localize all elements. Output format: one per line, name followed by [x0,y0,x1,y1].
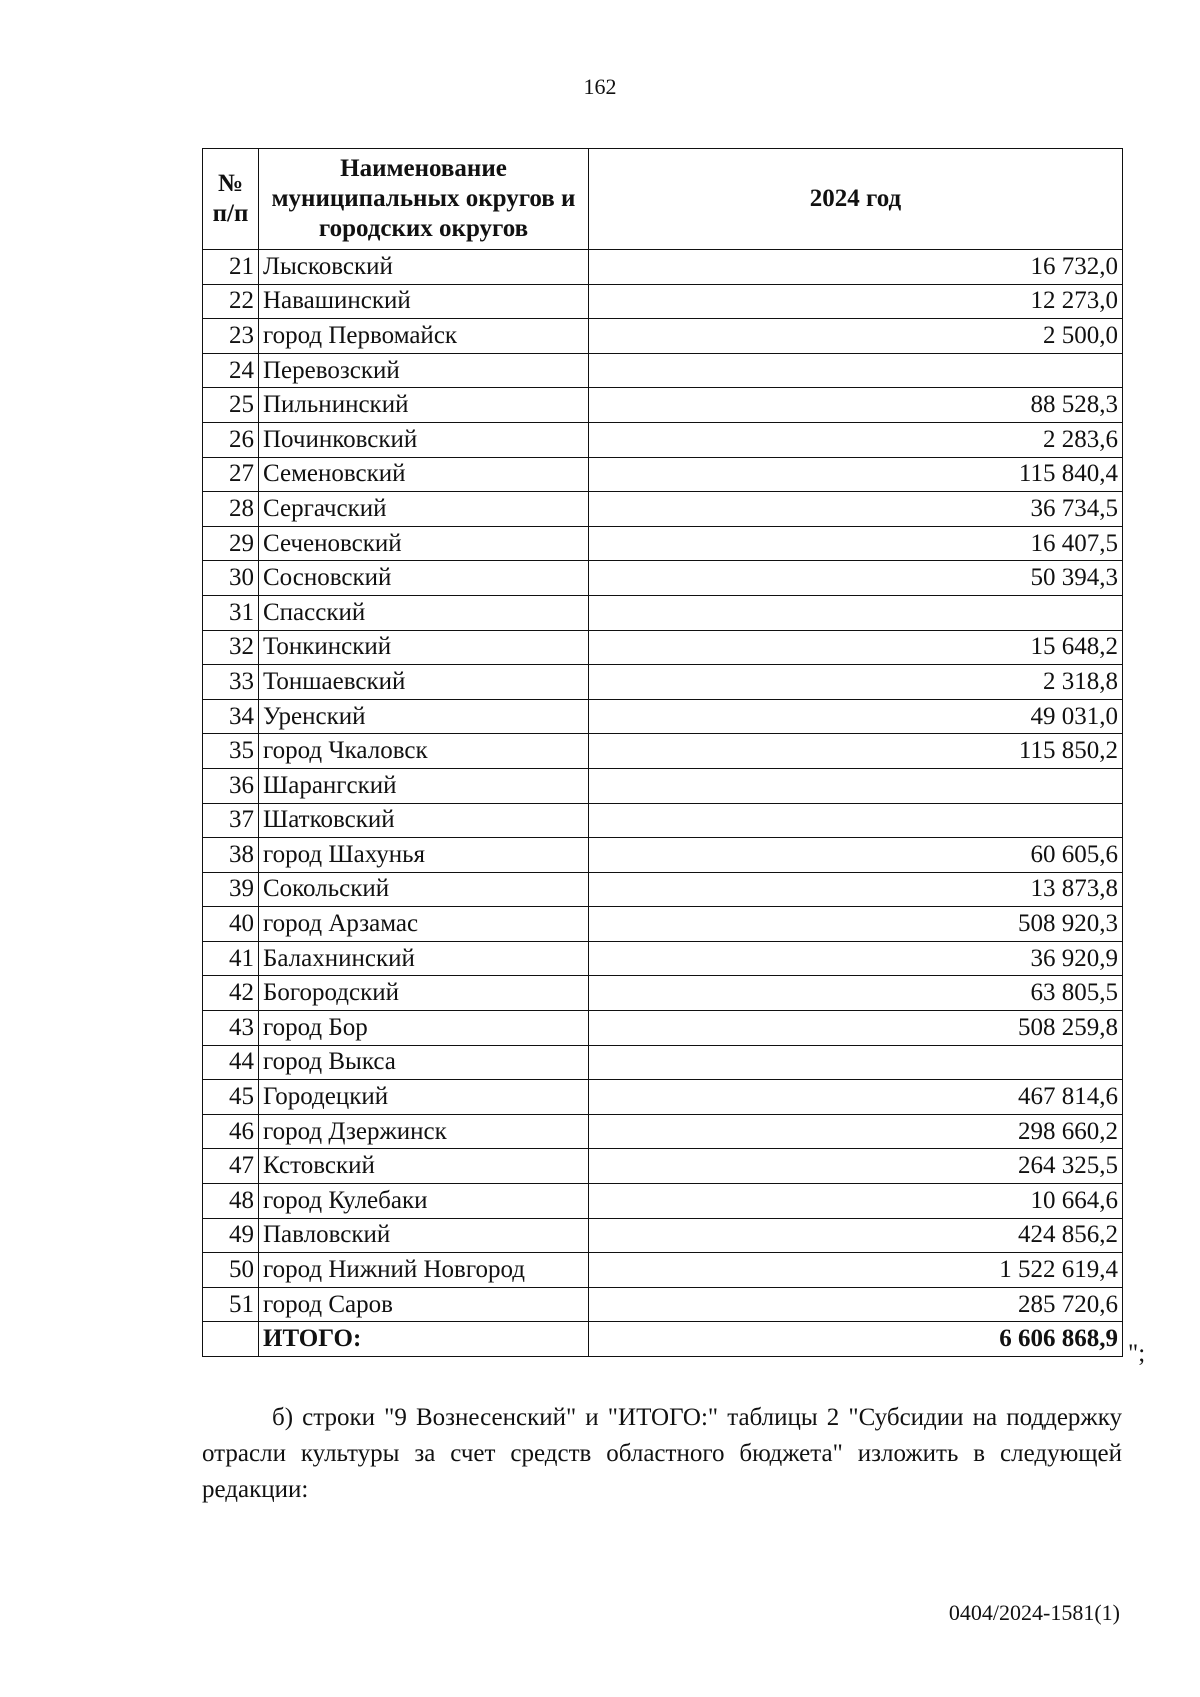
row-name: Сеченовский [259,526,589,561]
table-row [203,803,1123,838]
row-name: Пильнинский [259,388,589,423]
row-value: 508 920,3 [589,907,1123,942]
row-number: 41 [203,941,259,976]
row-value: 1 522 619,4 [589,1253,1123,1288]
row-name: Тоншаевский [259,665,589,700]
row-value: 49 031,0 [589,699,1123,734]
table-row [203,561,1123,596]
row-name: Починковский [259,422,589,457]
amendment-text: б) строки "9 Вознесенский" и "ИТОГО:" таблицы 2 "Субсидии на поддержку отрасли культуры за счет средств областного бюджета" изложить в следующей редакции: [202,1404,1122,1503]
row-value: 16 732,0 [589,250,1123,285]
row-value: 88 528,3 [589,388,1123,423]
row-value: 115 840,4 [589,457,1123,492]
document-id: 0404/2024-1581(1) [948,1600,1120,1625]
row-number: 23 [203,319,259,354]
row-name: город Нижний Новгород [259,1253,589,1288]
row-number: 38 [203,838,259,873]
row-value: 13 873,8 [589,872,1123,907]
table-row [203,422,1123,457]
header-name: Наименование муниципальных округов и городских округов [259,149,589,250]
table-row [203,630,1123,665]
row-name: город Шахунья [259,838,589,873]
row-value [589,1045,1123,1080]
table-row [203,1011,1123,1046]
row-number: 42 [203,976,259,1011]
row-number: 37 [203,803,259,838]
table-row [203,457,1123,492]
total-row [203,1322,1123,1357]
table-row [203,1080,1123,1115]
row-number: 31 [203,595,259,630]
row-name: город Саров [259,1287,589,1322]
row-number: 48 [203,1184,259,1219]
table-row [203,768,1123,803]
row-name: Городецкий [259,1080,589,1115]
row-number: 33 [203,665,259,700]
table-row [203,872,1123,907]
row-value: 2 318,8 [589,665,1123,700]
table-row [203,388,1123,423]
row-number: 21 [203,250,259,285]
table-row [203,284,1123,319]
row-number: 49 [203,1218,259,1253]
row-value: 508 259,8 [589,1011,1123,1046]
row-name: Навашинский [259,284,589,319]
table-row [203,492,1123,527]
table-row [203,353,1123,388]
row-name: Сокольский [259,872,589,907]
row-number: 51 [203,1287,259,1322]
table-row [203,319,1123,354]
row-name: Сергачский [259,492,589,527]
row-value: 424 856,2 [589,1218,1123,1253]
row-number: 34 [203,699,259,734]
table-row [203,699,1123,734]
row-value: 36 734,5 [589,492,1123,527]
row-number: 27 [203,457,259,492]
row-name: Богородский [259,976,589,1011]
row-name: Семеновский [259,457,589,492]
row-number: 30 [203,561,259,596]
row-name: Уренский [259,699,589,734]
row-number: 26 [203,422,259,457]
table-row [203,1287,1123,1322]
row-value: 298 660,2 [589,1114,1123,1149]
table-row [203,1045,1123,1080]
row-value: 115 850,2 [589,734,1123,769]
row-name: город Кулебаки [259,1184,589,1219]
row-number: 29 [203,526,259,561]
row-number: 32 [203,630,259,665]
row-value: 15 648,2 [589,630,1123,665]
table-row [203,1218,1123,1253]
row-number: 46 [203,1114,259,1149]
row-value [589,803,1123,838]
row-number: 24 [203,353,259,388]
row-name: Тонкинский [259,630,589,665]
header-year: 2024 год [589,149,1123,250]
row-number: 43 [203,1011,259,1046]
row-name: город Первомайск [259,319,589,354]
row-number: 45 [203,1080,259,1115]
row-value: 50 394,3 [589,561,1123,596]
row-value: 285 720,6 [589,1287,1123,1322]
row-number: 44 [203,1045,259,1080]
total-number-cell [203,1322,259,1357]
table-row [203,595,1123,630]
row-name: Сосновский [259,561,589,596]
row-name: город Чкаловск [259,734,589,769]
table-row [203,1114,1123,1149]
row-name: город Выкса [259,1045,589,1080]
row-number: 47 [203,1149,259,1184]
table-row [203,734,1123,769]
row-name: город Дзержинск [259,1114,589,1149]
row-number: 36 [203,768,259,803]
row-number: 35 [203,734,259,769]
header-number: № п/п [203,149,259,250]
row-value [589,768,1123,803]
row-name: Кстовский [259,1149,589,1184]
row-number: 40 [203,907,259,942]
row-value: 264 325,5 [589,1149,1123,1184]
row-name: Шарангский [259,768,589,803]
subsidy-table [202,148,1123,1357]
row-name: Шатковский [259,803,589,838]
table-row [203,941,1123,976]
table-row [203,976,1123,1011]
table-row [203,665,1123,700]
table-row [203,526,1123,561]
row-number: 28 [203,492,259,527]
row-value: 63 805,5 [589,976,1123,1011]
row-number: 22 [203,284,259,319]
table-row [203,1253,1123,1288]
row-name: город Арзамас [259,907,589,942]
row-value [589,353,1123,388]
row-value: 60 605,6 [589,838,1123,873]
closing-quote: "; [1128,1340,1146,1367]
row-name: Балахнинский [259,941,589,976]
row-value [589,595,1123,630]
row-name: Павловский [259,1218,589,1253]
row-name: Спасский [259,595,589,630]
table-header-row [203,149,1123,250]
row-value: 16 407,5 [589,526,1123,561]
table-body [203,250,1123,1357]
row-value: 36 920,9 [589,941,1123,976]
table-row [203,838,1123,873]
total-value: 6 606 868,9 [589,1322,1123,1357]
row-name: Перевозский [259,353,589,388]
table-row [203,1184,1123,1219]
amendment-paragraph [202,1400,1122,1508]
row-name: Лысковский [259,250,589,285]
table-row [203,907,1123,942]
total-label: ИТОГО: [259,1322,589,1357]
row-value: 467 814,6 [589,1080,1123,1115]
row-value: 2 283,6 [589,422,1123,457]
row-number: 25 [203,388,259,423]
row-value: 10 664,6 [589,1184,1123,1219]
row-number: 39 [203,872,259,907]
row-number: 50 [203,1253,259,1288]
table-row [203,250,1123,285]
page-number: 162 [583,74,617,99]
row-value: 2 500,0 [589,319,1123,354]
table-row [203,1149,1123,1184]
row-value: 12 273,0 [589,284,1123,319]
row-name: город Бор [259,1011,589,1046]
